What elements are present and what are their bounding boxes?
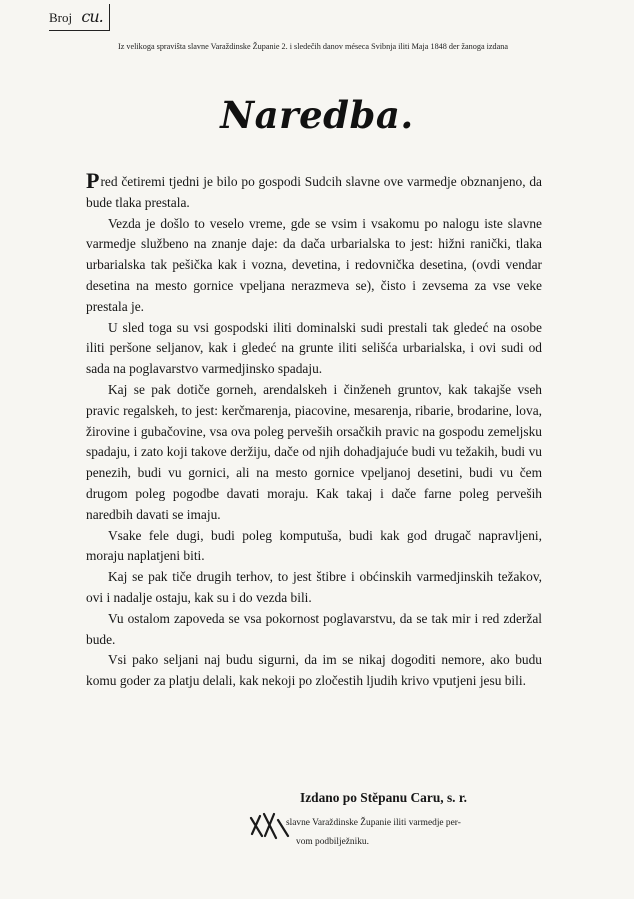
paragraph: U sled toga su vsi gospodski iliti dominalski sudi prestali tak gledeć na osobe iliti peršone seljanov, kak i gledeć na grunte iliti selišća urbarialska, i ovi sudi od sada na poglavarstvo varmedjinsko spadaju. bbox=[86, 319, 542, 377]
number-box bbox=[49, 4, 110, 31]
paragraph: Vsi pako seljani naj budu sigurni, da im se nikaj dogoditi nemore, ako budu komu goder za platju delali, kak nekoji po zločestih ljudih krivo vputjeni jesu bili. bbox=[86, 652, 542, 689]
signature-title-line: slavne Varaždinske Županie iliti varmedje per- bbox=[286, 818, 461, 828]
handwritten-number: cu. bbox=[81, 7, 103, 26]
paragraph: Kaj se pak tiče drugih terhov, to jest štibre i obćinskih varmedjinskih težakov, ovi i nadalje ostaju, kak su i do vezda bili. bbox=[86, 569, 542, 605]
document-title: Naredba. bbox=[220, 93, 414, 137]
paragraph: Kaj se pak dotiče gorneh, arendalskeh i činženeh gruntov, kak takajše vseh pravic regalskeh, to jest: kerčmarenja, piacovine, mesarenja, ribarie, brodarine, lova, žirovine i gubačovine, vsa ova poleg perveših orsačkih pravic na gospodu zemeljsku spadaju, i zato koji takove deržiju, dače od njih dohadjajuće budi vu težakih, budi vu penezih, budi vu gornici, ali na mesto gornice vpeljanoj desetini, budi vu čem drugom poleg pogodbe davati moraju. Kak takaj i dače farne poleg perveših naredbih davati se imaju. bbox=[86, 381, 542, 522]
signature-title-line: vom podbilježniku. bbox=[296, 837, 369, 847]
paragraph: Vsake fele dugi, budi poleg komputuša, budi kak god drugač napravljeni, moraju naplatjeni biti. bbox=[86, 527, 542, 564]
signature-title bbox=[286, 814, 546, 852]
paragraph-text: red četiremi tjedni je bilo po gospodi Sudcih slavne ove varmedje obznanjeno, da bude tlaka prestala. bbox=[86, 174, 542, 210]
signature-line: Izdano po Stěpanu Caru, s. r. bbox=[300, 790, 467, 805]
number-label: Broj bbox=[49, 10, 73, 25]
drop-cap: P bbox=[86, 168, 100, 193]
paragraph: Vezda je došlo to veselo vreme, gde se vsim i vsakomu po nalogu iste slavne varmedje službeno na znanje daje: da dača urbarialska to jest: hižni ranički, tlaka urbarialska tak pešička kak i vozna, devetina, i redovnička desetina, (ovdi vendar desetina na mesto gornice vpeljana nerazmeva se), čisto i zevsema za vse veke prestala je. bbox=[86, 215, 542, 314]
document-body bbox=[86, 168, 542, 692]
header-note: Iz velikoga spraviŝta slavne Varaždinske Županie 2. i sledečih danov méseca Svibnja iliti Maja 1848 der žanoga izdana bbox=[118, 42, 508, 51]
paragraph: Vu ostalom zapoveda se vsa pokornost poglavarstvu, da se tak mir i red zderžal bude. bbox=[86, 610, 542, 647]
handwritten-mark-icon bbox=[248, 806, 290, 844]
paragraph bbox=[86, 168, 542, 214]
